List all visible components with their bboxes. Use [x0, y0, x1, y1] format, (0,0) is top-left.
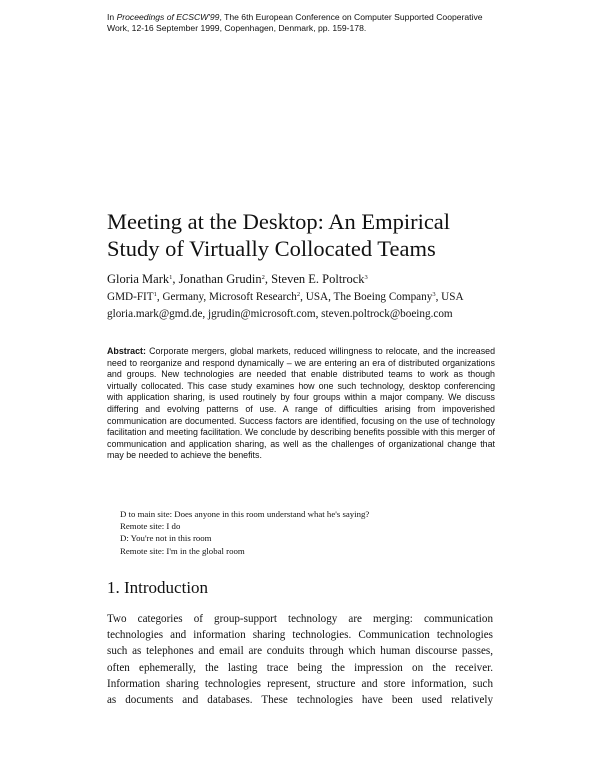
author-name: Jonathan Grudin: [178, 272, 262, 286]
paper-title: [107, 208, 547, 262]
citation-line-2: Work, 12-16 September 1999, Copenhagen, Denmark, pp. 159-178.: [107, 23, 367, 33]
body-line: often ephemerally, the lasting trace being the impression on the receiver.: [107, 661, 493, 674]
author-emails: gloria.mark@gmd.de, jgrudin@microsoft.com, steven.poltrock@boeing.com: [107, 308, 453, 320]
abstract-text: Corporate mergers, global markets, reduced willingness to relocate, and the increased need to reorganize and respond dynamically – we are entering an era of distributed organizations and groups. New technologies are needed that enable distributed teams to work as though virtually collocated. This case study examines how one such technology, desktop conferencing with application sharing, is used routinely by four groups within a major company. We discuss differing and evolving patterns of use. A range of difficulties arising from impoverished communication are documented. Success factors are identified, focusing on the use of technology facilitation and meeting facilitation. We conclude by describing benefits possible with this merger of communication and application sharing, as well as the challenges of organizational change that may be needed to achieve the benefits.: [107, 346, 496, 461]
dialogue-line: Remote site: I'm in the global room: [120, 545, 245, 556]
affiliation-sup: 2: [296, 291, 301, 298]
author-sup: 3: [364, 274, 368, 281]
dialogue-line: D to main site: Does anyone in this room understand what he's saying?: [120, 509, 370, 519]
title-line-2: Study of Virtually Collocated Teams: [107, 236, 436, 261]
affiliation-country: , Germany,: [156, 291, 209, 303]
body-line: as documents and databases. These technologies have been used relatively: [107, 694, 493, 707]
body-line: such as telephones and email are conduits through which human discourse passes,: [107, 645, 493, 658]
body-line: Two categories of group-support technology are merging: communication: [107, 613, 493, 625]
title-line-1: Meeting at the Desktop: An Empirical: [107, 209, 451, 234]
abstract-label: Abstract:: [107, 346, 146, 356]
citation-line-1: [107, 12, 527, 23]
dialogue-line: Remote site: I do: [120, 521, 181, 532]
affiliation-org: The Boeing Company: [333, 291, 433, 303]
citation-header: [107, 12, 527, 34]
author-sup: 2: [261, 274, 265, 281]
affiliation-country: , USA: [435, 291, 464, 303]
section-heading: 1. Introduction: [107, 578, 209, 597]
author-name: Steven E. Poltrock: [271, 272, 365, 286]
proceedings-name: Proceedings of ECSCW'99: [116, 12, 220, 22]
affiliation-org: Microsoft Research: [208, 291, 297, 303]
citation-prefix: In: [107, 12, 117, 22]
body-text: [107, 611, 493, 708]
author-sup: 1: [169, 274, 173, 281]
affiliation-sup: 1: [153, 291, 157, 298]
affiliation-sup: 3: [432, 291, 436, 298]
affiliations: [107, 290, 537, 304]
affiliation-org: GMD-FIT: [107, 291, 154, 303]
body-line: Information sharing technologies represent, structure and store information, such: [107, 677, 493, 690]
citation-rest: , The 6th European Conference on Computer Supported Cooperative: [219, 12, 483, 22]
author-list: Gloria Mark$^1$, Jonathan Grudin$^2$, Steven E. Poltrock$^3$: [107, 272, 368, 286]
affiliation-country: , USA,: [300, 291, 334, 303]
dialogue-excerpt: [120, 508, 500, 557]
dialogue-line: D: You're not in this room: [120, 533, 212, 544]
abstract: [107, 346, 495, 462]
author-name: Gloria Mark: [107, 272, 170, 286]
body-line: technologies and information sharing technologies. Communication technologies: [107, 629, 493, 642]
